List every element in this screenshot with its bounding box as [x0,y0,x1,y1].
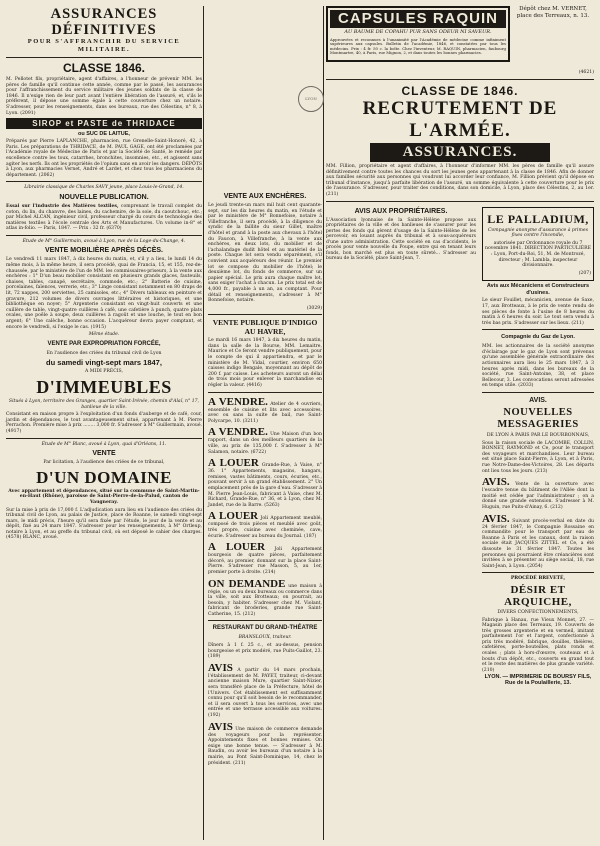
right-subcolumns [326,205,594,689]
divider [6,235,202,236]
divider [482,329,594,330]
etude-blanc: Étude de M° Blanc, avoué à Lyon, quai d'Orléans, 11. [41,441,167,447]
on-demande-text: une maison à régie, ou un ou deux bureaux ou commerce dans la ville, soit aux Brotteaux; on pourrait, au besoin, y habiter. S'adresser chez M. Violant, fabricant de broderies, grande rue Saint-Catherine, 15. (212) [208,583,322,617]
capsules-ref: (4621) [578,70,594,76]
assurances-header: ASSURANCES DÉFINITIVES [50,6,158,38]
avis-4 [482,513,594,570]
messageries-sub: DE LYON À PARIS PAR LE BOURBONNAIS, [486,433,590,439]
alouer-2-text: Joli Appartement meublé, composé de trois pièces et meublé avec goût, très propre, cuisine avec cheminée, cave, écurie. S'adresser au bureau du Journal. (187) [208,516,322,539]
divider [482,392,594,393]
capsules-text: Approuvées et reconnues à l'unanimité par l'Académie de médecine comme infiniment supérieures aux capsules. Bulletin de l'académie, 1846, et constatées par tous les médecins. Prix : 4 fr. 50 c. la boîte. Chez l'inventeur, M. RAQUIN, pharmacien, faubourg Montmartre, 40, à Paris, rue Mignon, 2, et dans toutes les bonnes pharmacies. [330,36,506,56]
capsules-box [326,6,510,62]
alouer-2 [208,510,322,539]
restaurant-title: RESTAURANT DU GRAND-THÉATRE [212,625,318,632]
palladium-sub: Compagnie anonyme d'assurance à primes fixes contre l'incendie, [488,227,588,239]
palladium-text: autorisée par Ordonnance royale du 7 novembre 1841. DIRECTION PARTICULIÈRE : Lyon, Port-du-Roi, 51, M. de Montrozé, directeur ; M. Lambla, inspecteur divisionnaire. [485,240,591,269]
desir-sub: DIVERS CONFECTIONNEMENTS, [497,609,579,615]
vente-text: Le vendredi 11 mars 1847, à dix heures du matin, et, s'il y a lieu, le lundi 14 du même mois, à la même heure, il sera procédé, quai de Francia, 15, et 155, rez-de-chaussée, par le ministère de l'un de MM. les commissaires-priseurs, à la vente aux enchères : 1° D'un beau mobilier consistant en plusieurs grands glaces, fauteuils, chaises, tables, canapé, secrétaire, commode, etc.; 2° Batterie de cuisine, porcelaines, faïences, verrerie, etc.; 3° Linge consistant notamment en 80 draps de lit, 72 nappes, 200 serviettes, 25 camisoles, etc.; 4° Divers tableaux en peinture et gravure, 212 volumes de divers ouvrages littéraires et historiques, et une bibliothèque en noyer; 5° Argenterie consistant en vingt-huit couverts et une cuillère de table, vingt-quatre cuillères à café, une cafetière à punch, quatre plats ovales, une poêle à soupe, deux cuillères à ragoût et une louche, le tout en bon argent; 6° Une calèche, bonne occasion. L'acquéreur devra payer comptant, et encore le vendredi, si l'exige le cas. (1915) [6,257,202,330]
avis-2-lead: AVIS [208,720,233,733]
avis-proprietaires-title: AVIS AUX PROPRIÉTAIRES. [354,207,448,215]
on-demande-lead: ON DEMANDE [208,577,286,590]
divider [6,438,202,439]
alouer-1-text: Grande-Rue, à Vaise, n° 36. 1° Appartements, magasins, hangars, remises, vastes bâtiments, cours, écuries, etc., pouvant servir à un grand établissement. 2° Un emplacement près de la gare d'eau. S'adresser à M. Pierre Jean-Louis, fabricant à Vaise, chez M. Richard, Grande-Rue, n° 36, et à Lyon, chez M. Jandet, rue de la Barre. (5263) [208,463,322,508]
avendre-1-text: Atelier de 4 ouvriers, ensemble de cuisine et lits avec accessoires, avec ou sans la suite de bail, rue Saint-Polycarpe, 10. (3211) [208,401,322,424]
sirop-subtitle: ou SUC DE LAITUE, [78,131,130,138]
a-midi: A MIDI PRÉCIS, [85,369,123,375]
avendre-1-lead: A VENDRE. [208,395,268,408]
immeubles-title: D'IMMEUBLES [36,376,172,397]
on-demande [208,578,322,618]
publication-title: NOUVELLE PUBLICATION. [59,193,149,201]
domaine-title: D'UN DOMAINE [36,467,172,487]
desir-text: Fabrique à Hanau, rue Vieux Monnet, 27. — Magasin place des Terreaux, 19. Couverts de très grosses argenterie et en vermeil, imitant parfaitement l'or et l'argent, confectionné à prix très modéré, fabrique, douilles, théières, cafetières, porte-bouteilles, plats ronds et ovales ; plats à hors-d'œuvre, couteaux et à bouts d'un dépôt, etc., couverts en grand tout et le reste des matières de plus grande variété. (210) [482,617,594,673]
avendre-2-lead: A VENDRE. [208,426,268,439]
left-column [6,6,202,543]
middle-column [208,190,322,768]
column-divider [323,6,324,840]
recrutement-text: MM. Fillion, propriétaire et agent d'affaires, à l'honneur d'informer MM. les pères de famille qu'il assure définitivement contre toutes les chances du sort les jeunes gens appartenant à la classe de 1846. Afin de donner aux familles sécurité aux personnes qui voudront lui accorder leur confiance, M. Fillion prévient qu'il dépose en tribunal d'instance, jusqu'à parfaite libération de l'assuré, un somme équivalente à cette couverture pour le prix de l'assurance. S'adresser, pour traiter des conditions, dans son domicile, à Lyon, place des Célestins, 2, au 1er. (211) [326,164,594,197]
right-column [326,6,594,689]
messageries-avis: AVIS. [529,397,547,405]
domaine-text: Sur la mise à prix de 17,000 f. L'adjudication aura lieu en l'audience des criées du tribunal civil de Lyon, au palais de Justice, place de Roanne, le samedi vingt-sept mars, le midi précis, l'heure qu'il sera fixée par l'étude, le jour de la vente et au dépôt, fixé au 24 mars 1847. S'adresser pour les renseignements, à M° Ortleup, notaire à Lyon, et au greffe du tribunal civil, où est déposé le cahier des charges. (4578) BLANC, avoué. [6,507,202,541]
gaz-text: MM. les actionnaires de la société anonyme d'éclairage par le gaz de Lyon sont prévenus qu'une assemblée générale extraordinaire des actionnaires aura lieu le 25 mars 1847, à 3 heures après midi, dans les bureaux de la société, rue Saint-Antoine, 38, et place Bellecour, 3. Les convocations seront adressées en temps utile. (2033) [482,344,594,389]
vente-encheres-title: VENTE AUX ENCHÈRES. [223,193,307,200]
divider [208,392,322,393]
divider [208,314,322,315]
avis-1-text: A partir du 14 mars prochain, l'établissement de M. PAYET, traiteur, ci-devant ancienne maison Mure, quartier Saint-Nizier, sera transféré place de la Préfecture, hôtel de l'Univers. Cet établissement est suffisamment connu pour qu'il soit besoin de le recommander, et il sera ouvert à tous les services, avec une entrée et une terrasse accessible aux voitures. (192) [208,667,322,718]
capsules-ad [326,6,594,76]
vente-encheres-text: Le jeudi trente-un mars mil huit cent quarante-sept, sur les dix heures du matin, en l'étude et par le ministère de M° Bonnefoise, notaire à Villefranche, il sera procédé, à la diligence du syndic de la faillite du sieur Gillet, maître d'hôtel et grand à la poste aux chevaux à l'hôtel du Faucon, à Villefranche, à la vente aux enchères, en deux lots, du mobilier et de l'achalandage dudit hôtel et au matériel de la poste. Chaque lot sera vendu séparément, s'il convient aux acquéreurs des réunir. Le premier lot se compose du mobilier de l'hôtel; le deuxième lot, du fonds de commerce, sur un papier spécial. Le prix aura chaque maître lot, sans exiger l'achat à chacun. Le prix total est de 4,000 fr., payable à un an, au comptant. Pour détail et renseignements, s'adresser à M° Bonnefoise, notaire. [208,203,322,304]
sirop-title: SIROP et PASTE de THRIDACE [6,118,202,129]
domaine-sub: Avec appartement et dépendances, situé sur la commune de Saint-Martin-en-Haut (Rhône), paroisse de Saint-Pierre-de-la-Palud, canton de Vaugneray. [8,488,200,505]
avis-4-lead: AVIS. [482,512,510,525]
divider [6,181,202,182]
indigo-title: VENTE PUBLIQUE D'INDIGO AU HAVRE, [212,318,318,337]
avis-3 [482,476,594,510]
avis-4-text: Suivant procès-verbal en date du 24 février 1847, le Compagnie Rossaine en commandite pour le transport par eau de Roanne à Paris et les canaux, dont la raison sociale était JACQUES ZITTEL et Ce, a été dissoute le 31 février 1847. Toutes les personnes qui pourraient être créancières sont invitées à se présenter au siège social, 18, rue Saint-Jean, à Lyon. (2054) [482,518,594,569]
gaz-title: Compagnie du Gaz de Lyon. [501,334,575,341]
immeubles-sub: Situés à Lyon, territoire des Granges, quartier Saint-Irénée, chemin d'Alaï, n° 17, banlieue de la ville. [8,398,200,410]
avis-mecaniciens-text: Le sieur Fouillet, mécanicien, avenue de Saxe, 17, aux Brotteaux, à le prix de vente rendu de ses pièces de fonte à l'usine de 8 heures du matin à 6 heures du soir. Le tout sera vendu à très bas prix. S'adresser sur les lieux. (211) [482,298,594,326]
avis-1 [208,662,322,719]
avendre-1 [208,396,322,425]
avis-2 [208,721,322,767]
vente-expropriation-date: du samedi vingt-sept mars 1847, [46,358,162,368]
vente-expropriation-sub: En l'audience des criées du tribunal civil de Lyon [46,350,162,356]
avis-1-lead: AVIS [208,661,233,674]
divider [208,620,322,621]
palladium-ref: (207) [578,270,591,276]
desir-title: DÉSIR ET ARQUICHE, [504,583,572,608]
avendre-2-text: Une Maison d'un bon rapport, dans un des meilleurs quartiers de la ville, au prix de 135,000 f. S'adresser à M° Salamon, notaire. (6722) [208,432,323,455]
recrutement-title: RECRUTEMENT DE L'ARMÉE. [362,98,558,141]
avendre-2 [208,426,322,455]
palladium-title: LE PALLADIUM, [487,211,589,226]
meme-etude: Même étude. [88,332,120,338]
assurances-subheader: POUR S'AFFRANCHIR DU SERVICE MILITAIRE. [27,38,181,53]
vente-encheres-ref: (3029) [306,305,322,311]
sirop-text: Préparés par Pierre LAPLANCHE, pharmacien, rue Grenelle-Saint-Honoré, 42, à Paris. Les préparations de THRIDACE, de M. PAUL GAGE, ont été proclamées par l'Académie royale de Médecine de Paris et par la Société de Santé, le remède par excellence contre les toux, catarrhes, bronchites, insomnies, etc., et agissent sans agiter les nerfs. Ils ont les propriétés de l'opium sans en avoir les dangers. DÉPÔTS à Lyon, aux pharmacies Vernet, André et Lardet, et chez tous les pharmaciens du département. (2062) [6,139,202,178]
alouer-1 [208,457,322,508]
librairie-line: Librairie classique de Charles SAVY jeune, place Louis-le-Grand, 14. [24,185,184,191]
avis-proprietaires-text: L'Association lyonnaise de la Sainte-Hélène propose aux propriétaires de la ville et des banlieues de s'assurer pour les pertes des fonds qui gèrent d'usage de la Sainte-Hélène de les percevoir, en louant auprès du tribunal et à sous-acquéreurs d'une autre administration. Cette société en cas d'accidents, le procès pour vente nouvelle du Poupe, entre qui en tenant leurs fonds, bon marché est plus en toute sûreté... S'adresser au bureau de la Société, place Saint-Jean, 7. [326,217,476,262]
etude-line: Étude de M° Guillermain, avoué à Lyon, rue de la Loge-du-Change, 4. [22,238,186,244]
essai-title: Essai sur l'industrie des Matières textiles, [6,203,119,209]
avis-3-text: Vente de la ouverture avec l'escadre tenue du bâtiment de l'Allée dont la moitié est cédée par l'administrateur ; on a donné une grande extension. S'adresser à M. Huguin, rue Puits-d'Ainay, 6. (212) [482,482,594,510]
vente-licitation-sub: Par licitation, à l'audience des criées de ce tribunal, [43,460,165,466]
messageries-title: NOUVELLES MESSAGERIES [497,407,579,431]
assurances-text: M. Pellotet fils, propriétaire, agent d'affaires, a l'honneur de prévenir MM. les pères de famille qu'il continue cette année, comme par le passé, les assurances pour l'affranchissement du service militaire des jeunes soldats de la classe de 1846. Il n'exige rien de leur part avant l'entière libération de l'assuré, et, s'ils le préfèrent, il dépose une somme égale à cette couverture chez un notaire. S'adresser, pour les renseignements, dans ses bureaux, rue des Célestins, n° 8, à Lyon. (2091) [6,77,202,116]
divider [326,201,594,202]
avis-3-lead: AVIS. [482,476,510,489]
right-subcolumn-right [482,205,594,689]
restaurant-sub: BRANSLOUX, traiteur. [238,635,292,641]
divider [482,572,594,573]
messageries-text: Sous la raison sociale de LACOMBE, COLLIN, BONNET, RAYMOND et Ce, pour le transport des voyageurs et marchandises. Leur bureau est situé place Saint-Pierre, à Lyon, et à Paris, rue Notre-Dame-des-Victoires, 28. Les départs ont lieu tous les jours. (213) [482,440,594,474]
restaurant-text: Dîners à 1 f. 25 c., et au-dessus, pension bourgeoise et prix modéré, rue Puits-Gaillot, 23. (189) [208,643,322,660]
alouer-3-lead: A LOUER [208,541,266,554]
column-divider [203,6,204,840]
vente-expropriation-title: VENTE PAR EXPROPRIATION FORCÉE, [47,340,161,347]
assurances-banner: ASSURANCES. [370,143,550,162]
desir-procede: PROCÉDÉ BREVETÉ, [510,576,566,582]
immeubles-text: Consistant en maison propre à l'exploitation d'un fonds d'auberge et de café, cour, jardin et dépendances, le tout avantageusement situé, appartenant à M. Pierre Perrachon. Première mise à prix ........ 3,000 fr. S'adresser à M° Guillermain, avoué. (4917) [6,412,202,434]
alouer-3 [208,541,322,575]
depot-text: Dépôt chez M. VERNET, place des Terreaux, n. 13. [516,6,590,19]
capsules-title: CAPSULES RAQUIN [330,10,506,28]
printer-line: LYON. — IMPRIMERIE DE BOURSY FILS, Rue de la Poulaillerie, 13. [484,674,592,687]
right-subcolumn-left [326,205,476,689]
class-title: CLASSE 1846. [62,61,146,75]
essai-block [6,204,202,232]
capsules-sub: AU BAUME DE COPAHU PUR SANS ODEUR NI SAVEUR. [344,29,492,35]
indigo-text: Le mardi 16 mars 1847, à dix heures du matin, dans la salle de la Bourse, MM. Lemaitre, Maurice et Ce feront vendre publiquement, pour le compte de qui il appartiendra, et par le ministère de M. Vidal, courtier, environ 650 caisses indigo Bengale, moyennant au dépôt de 200 f. par caisse. Les acheteurs auront un délai de trois mois pour enlever la marchandise en régler la valeur. (4416) [208,338,322,389]
divider [326,79,594,80]
vente-label: VENTE [92,450,116,458]
avis-2-text: Une maison de commerce demande des voyageurs pour la représenter. Appointements fixes et bonnes remises. On exige une bonne tenue. — S'adresser à M. Baudin, ou avoir les bureaux d'un notaire à la mairie, au Pont Saint-Dominique, 14, chez le président. (211) [208,726,322,766]
alouer-1-lead: A LOUER [208,457,259,470]
alouer-2-lead: A LOUER [208,510,259,523]
palladium-box [482,207,594,282]
divider [6,57,202,58]
avis-mecaniciens-title: Avis aux Mécaniciens et Constructeurs d'usines. [486,283,590,296]
vente-title: VENTE MOBILIÈRE APRÈS DÉCÈS. [45,247,163,255]
class-title: CLASSE DE 1846. [401,84,519,98]
essai-text: comprenant le travail complet du coton, du lin, du chanvre, des laines, du cachemire, de la soie, du caoutchouc, etc.; par Michel ALCAN, ingénieur civil, professeur chargé du cours de technologie des matières textiles à l'école centrale des Arts et Manufactures. Un volume in-8° et atlas in-folio. — Paris, 1847. — Prix : 32 fr. (6370) [6,203,202,232]
alouer-3-text: Joli Appartement bourgeois de quatre pièces, parfaitement décoré, au premier, donnant sur la place Saint-Pierre. S'adresser rue Masson, 5, au 1er, premier porte à droite. (214) [208,547,322,575]
library-stamp: LYON [298,86,324,112]
